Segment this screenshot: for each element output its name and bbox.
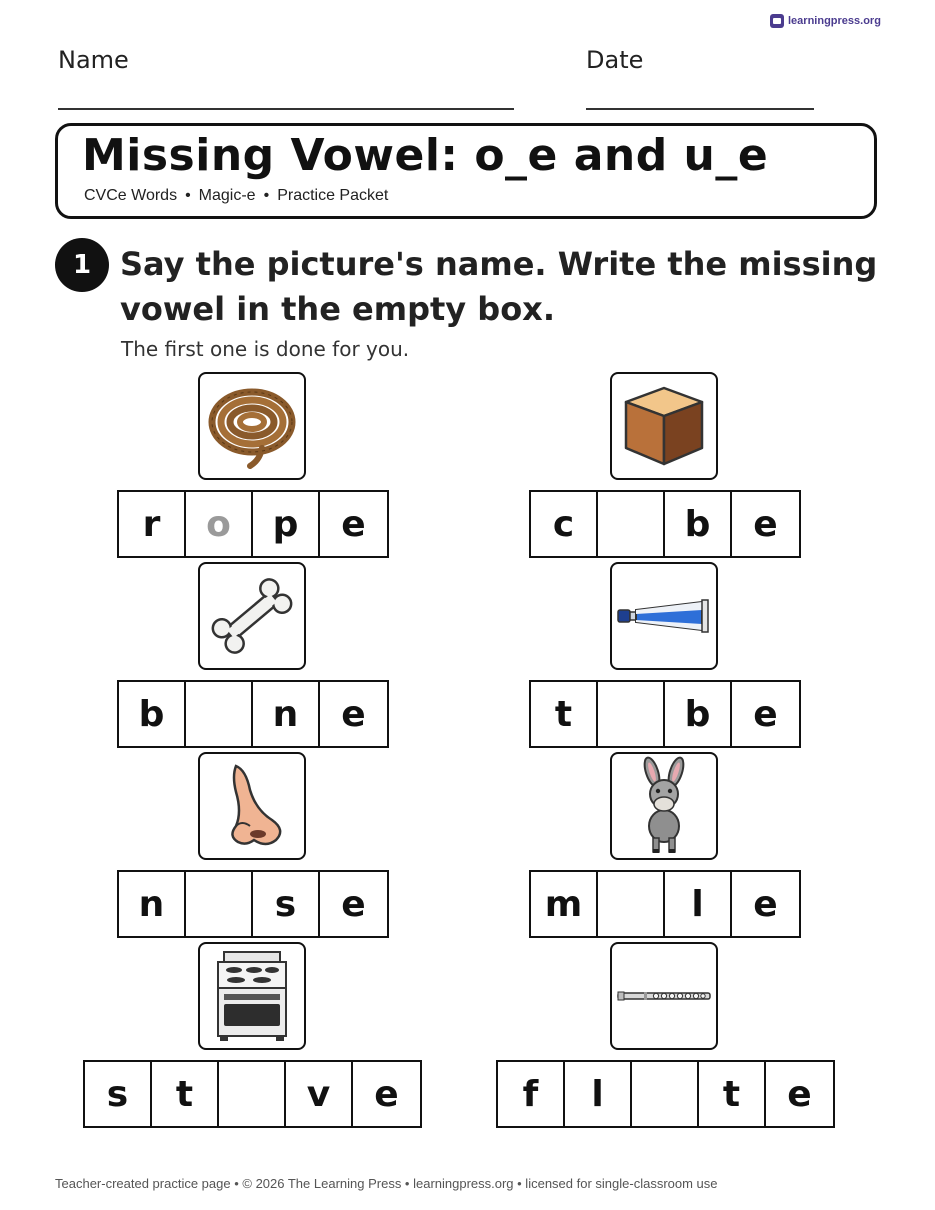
instruction-line: vowel in the empty box.	[120, 290, 555, 328]
letter-box: v	[286, 1062, 353, 1126]
mule-icon	[624, 756, 704, 856]
letter-box: m	[531, 872, 598, 936]
letter-row	[117, 490, 389, 558]
brand-logo	[770, 12, 881, 30]
letter-box: l	[565, 1062, 632, 1126]
letter-box: c	[531, 492, 598, 556]
letter-row	[496, 1060, 835, 1128]
date-line[interactable]	[586, 108, 814, 110]
footer: Teacher-created practice page • © 2026 The Learning Press • learningpress.org • licensed for single-classroom use	[55, 1176, 718, 1191]
answer-box[interactable]	[632, 1062, 699, 1126]
example-note: The first one is done for you.	[121, 337, 410, 361]
instruction	[120, 242, 880, 332]
picture-card	[610, 752, 718, 860]
letter-row	[117, 680, 389, 748]
letter-box: e	[341, 503, 366, 545]
letter-row	[529, 490, 801, 558]
letter-box: e	[341, 693, 366, 735]
separator-dot: •	[263, 187, 270, 204]
subtitle	[84, 187, 388, 205]
stove-icon	[206, 948, 298, 1044]
picture-card	[198, 562, 306, 670]
letter-box: e	[753, 503, 778, 545]
name-line[interactable]	[58, 108, 514, 110]
letter-box: t	[699, 1062, 766, 1126]
letter-row	[117, 870, 389, 938]
letter-box: r	[119, 492, 186, 556]
answer-box[interactable]	[186, 682, 253, 746]
instruction-line: Say the picture's name. Write the missing	[120, 245, 878, 283]
answer-box[interactable]	[598, 872, 665, 936]
picture-card	[198, 942, 306, 1050]
picture-card	[610, 562, 718, 670]
letter-box: l	[665, 872, 732, 936]
letter-box: b	[665, 682, 732, 746]
letter-box: e	[374, 1073, 399, 1115]
letter-box: e	[753, 883, 778, 925]
answer-box[interactable]	[598, 492, 665, 556]
letter-box: s	[253, 872, 320, 936]
letter-box: t	[152, 1062, 219, 1126]
letter-box: s	[85, 1062, 152, 1126]
page-title: Missing Vowel: o_e and u_e	[82, 130, 769, 181]
tube-icon	[616, 586, 712, 646]
letter-box: e	[753, 693, 778, 735]
letter-box: n	[119, 872, 186, 936]
letter-box: n	[253, 682, 320, 746]
letter-box: e	[341, 883, 366, 925]
picture-card	[198, 752, 306, 860]
letter-row	[529, 870, 801, 938]
rope-icon	[206, 380, 298, 472]
separator-dot: •	[185, 187, 191, 204]
brand-text: learningpress.org	[788, 15, 881, 27]
book-icon	[770, 14, 784, 28]
letter-box: p	[253, 492, 320, 556]
letter-box: t	[531, 682, 598, 746]
flute-icon	[614, 981, 714, 1011]
subtitle-part: CVCe Words	[84, 187, 178, 204]
letter-box: f	[498, 1062, 565, 1126]
picture-card	[610, 942, 718, 1050]
date-label: Date	[586, 46, 644, 74]
answer-box-example: o	[186, 492, 253, 556]
bone-icon	[204, 568, 300, 664]
answer-box[interactable]	[219, 1062, 286, 1126]
step-number-badge: 1	[55, 238, 109, 292]
subtitle-part: Magic-e	[198, 187, 256, 204]
cube-icon	[618, 380, 710, 472]
nose-icon	[206, 760, 298, 852]
letter-box: b	[119, 682, 186, 746]
letter-box: e	[787, 1073, 812, 1115]
name-label: Name	[58, 46, 129, 74]
letter-box: b	[665, 492, 732, 556]
letter-row	[83, 1060, 422, 1128]
letter-row	[529, 680, 801, 748]
subtitle-part: Practice Packet	[277, 187, 389, 204]
answer-box[interactable]	[186, 872, 253, 936]
picture-card	[198, 372, 306, 480]
picture-card	[610, 372, 718, 480]
answer-box[interactable]	[598, 682, 665, 746]
